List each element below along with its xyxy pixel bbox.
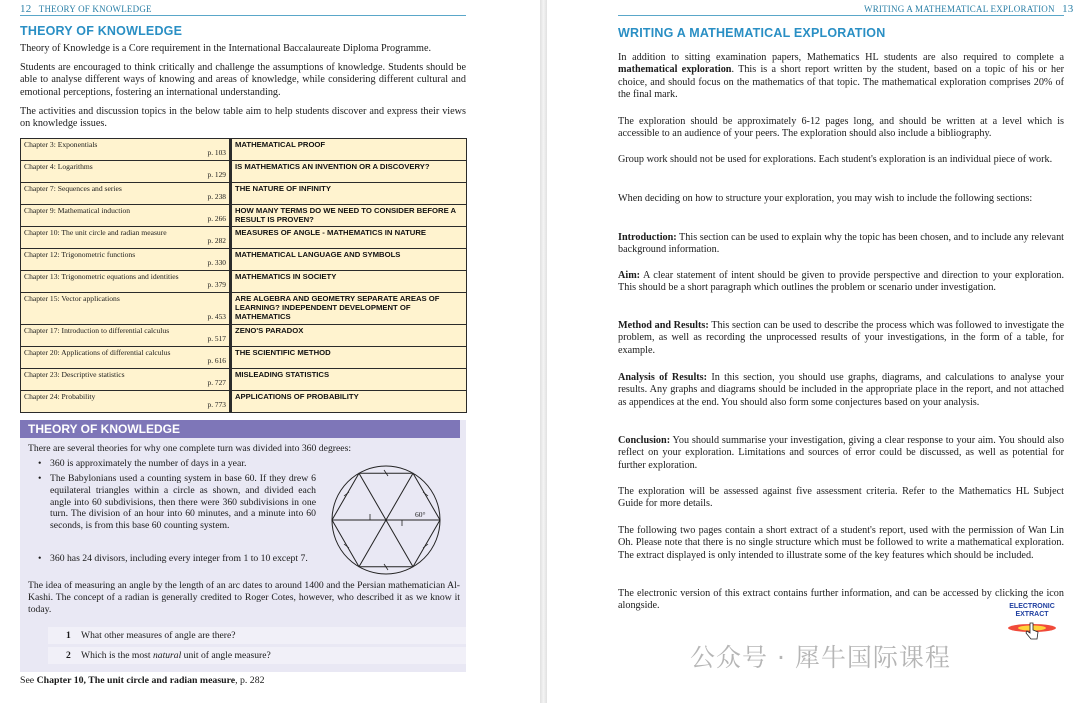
exploration-para-1 [618,52,1064,102]
table-row [21,293,467,325]
intro-paragraph-2: Students are encouraged to think critically and challenge the assumptions of knowledge. Students should be able to analyse different ways of knowing and areas of knowledge, while considering different cultural and emotional perceptions, fostering an international understanding. [20,62,466,98]
chapter-name: Chapter 23: Descriptive statistics [24,370,125,379]
tok-bullet-1: • 360 is approximately the number of days in a year. [38,458,247,469]
chapter-page: p. 103 [207,148,226,157]
section-aim [618,270,1064,295]
table-row [21,391,467,413]
page-gutter [540,0,547,703]
section-text: In this section, you should use graphs, diagrams, and calculations to analyse your results. Any graphs and diagrams should be included in the appropriate place in the report, and not attached as appendices at the end. You should also form some conjectures based on your analysis. [618,372,1064,408]
table-row [21,161,467,183]
tok-question-1 [48,627,466,644]
table-row [21,325,467,347]
chapter-cell [21,139,231,161]
section-text: You should summarise your investigation, giving a clear response to your aim. You should also reflect on your exploration. Limitations and sources of error could be discussed, as well as potential for further exploration. [618,435,1064,471]
section-label: Analysis of Results: [618,372,708,383]
exploration-para-3: Group work should not be used for explorations. Each student's exploration is an individual piece of work. [618,154,1053,165]
chapter-name: Chapter 13: Trigonometric equations and identities [24,272,179,281]
left-header-rule [20,15,466,16]
right-running-title: WRITING A MATHEMATICAL EXPLORATION [864,4,1055,14]
chapter-cell [21,293,231,325]
chapter-page: p. 129 [207,170,226,179]
watermark: 公众号 · 犀牛国际课程 [690,643,951,672]
right-page [547,0,1080,703]
chapter-name: Chapter 7: Sequences and series [24,184,122,193]
see-suffix: , p. 282 [235,675,265,686]
chapter-cell [21,227,231,249]
chapter-cell [21,347,231,369]
chapter-page: p. 266 [207,214,226,223]
intro-paragraph-3: The activities and discussion topics in the below table aim to help students discover and express their views on knowledge issues. [20,106,466,130]
question-text-pre: Which is the most [81,650,153,661]
chapter-page: p. 330 [207,258,226,267]
topic-cell: ZENO'S PARADOX [231,325,467,347]
electronic-extract-button[interactable] [1002,603,1062,644]
exploration-para-4: When deciding on how to structure your exploration, you may wish to include the following sections: [618,193,1033,204]
topic-cell: ARE ALGEBRA AND GEOMETRY SEPARATE AREAS OF LEARNING? INDEPENDENT DEVELOPMENT OF MATHEMATICS [231,293,467,325]
question-number: 2 [66,650,71,661]
table-row [21,139,467,161]
topic-cell: MATHEMATICAL PROOF [231,139,467,161]
left-page-number: 12 [20,3,32,15]
tok-bullet-2-text: The Babylonians used a counting system in base 60. If they drew 6 equilateral triangles within a circle as shown, and divided each angle into 60 subdivisions, then there were 360 subdivisions in one turn. The division of an hour into 60 minutes, and a minute into 60 seconds, is from this base 60 counting system. [50,473,316,532]
see-prefix: See [20,675,37,686]
section-method-results [618,320,1064,357]
chapter-cell [21,183,231,205]
angle-label: 60° [415,510,426,519]
section-text: This section can be used to describe the process which was followed to investigate the problem, as well as recording the unprocessed results of your investigations, in the form of a table, for example. [618,320,1064,356]
left-running-head [20,3,152,15]
tok-closing: The idea of measuring an angle by the length of an arc dates to around 1400 and the Persian mathematician Al-Kashi. The concept of a radian is generally credited to Roger Cotes, however, who described it as we know it today. [28,580,460,615]
chapter-name: Chapter 24: Probability [24,392,96,401]
table-row [21,369,467,391]
chapter-page: p. 282 [207,236,226,245]
right-page-number: 13 [1062,3,1074,15]
p1-pre: In addition to sitting examination papers, Mathematics HL students are also required to complete a [618,52,1064,63]
exploration-para-2: The exploration should be approximately 6-12 pages long, and should be written at a level which is accessible to an audience of your peers. The exploration should also include a bibliography. [618,116,1064,140]
question-text-post: unit of angle measure? [181,650,271,661]
exploration-para-6: The following two pages contain a short extract of a student's report, used with the permission of Wan Lin Oh. Please note that there is no single structure which must be followed to write a mathematical exploration. The extract displayed is only intended to illustrate some of the key features which should be included. [618,525,1064,561]
hand-pointer-icon[interactable] [1002,619,1062,641]
chapter-name: Chapter 20: Applications of differential calculus [24,348,171,357]
chapter-name: Chapter 10: The unit circle and radian measure [24,228,167,237]
chapter-cell [21,391,231,413]
chapter-name: Chapter 12: Trigonometric functions [24,250,136,259]
tok-bullet-3-text: 360 has 24 divisors, including every integer from 1 to 10 except 7. [50,553,308,564]
left-running-title: THEORY OF KNOWLEDGE [38,4,152,14]
tok-intro: There are several theories for why one complete turn was divided into 360 degrees: [28,443,352,454]
chapter-page: p. 517 [207,334,226,343]
exploration-para-5: The exploration will be assessed against five assessment criteria. Refer to the Mathematics HL Subject Guide for more details. [618,486,1064,510]
chapter-page: p. 616 [207,356,226,365]
electronic-label-1: ELECTRONIC [1009,603,1055,610]
section-text: A clear statement of intent should be given to provide perspective and direction to your exploration. This should be a short paragraph which outlines the problem or scenario under investigation. [618,270,1064,294]
section-analysis [618,372,1064,409]
table-row [21,205,467,227]
section-conclusion [618,435,1064,472]
chapter-cell [21,271,231,293]
chapter-cell [21,249,231,271]
chapter-page: p. 453 [207,312,226,321]
question-text: What other measures of angle are there? [81,630,236,641]
p1-post: . This is a short report written by the student, based on a topic of his or her choice, and should focus on the mathematics of that topic. The mathematical exploration comprises 20% of the final mark. [618,64,1064,101]
chapter-page: p. 379 [207,280,226,289]
chapter-page: p. 727 [207,378,226,387]
section-label: Method and Results: [618,320,709,331]
electronic-label-2: EXTRACT [1015,611,1049,618]
question-number: 1 [66,630,71,641]
tok-box [20,420,466,672]
tok-topics-table [20,138,467,413]
chapter-page: p. 773 [207,400,226,409]
tok-box-title: THEORY OF KNOWLEDGE [20,420,460,438]
see-also-line [20,675,265,686]
topic-cell: THE SCIENTIFIC METHOD [231,347,467,369]
topic-cell: APPLICATIONS OF PROBABILITY [231,391,467,413]
section-text: This section can be used to explain why the topic has been chosen, and to include any relevant background information. [618,232,1064,256]
topic-cell: IS MATHEMATICS AN INVENTION OR A DISCOVERY? [231,161,467,183]
chapter-name: Chapter 4: Logarithms [24,162,93,171]
intro-paragraph-1: Theory of Knowledge is a Core requirement in the International Baccalaureate Diploma Programme. [20,43,432,54]
chapter-cell [21,161,231,183]
tok-bullet-1-text: 360 is approximately the number of days in a year. [50,458,247,469]
chapter-page: p. 238 [207,192,226,201]
tok-question-2 [48,647,466,664]
chapter-name: Chapter 15: Vector applications [24,294,120,303]
chapter-name: Chapter 3: Exponentials [24,140,98,149]
section-label: Introduction: [618,232,677,243]
topic-cell: MISLEADING STATISTICS [231,369,467,391]
table-row [21,347,467,369]
topic-cell: MATHEMATICS IN SOCIETY [231,271,467,293]
table-row [21,183,467,205]
section-introduction [618,232,1064,257]
topic-cell: MEASURES OF ANGLE - MATHEMATICS IN NATURE [231,227,467,249]
topic-cell: THE NATURE OF INFINITY [231,183,467,205]
chapter-cell [21,205,231,227]
section-label: Aim: [618,270,641,281]
right-header-rule [618,15,1064,16]
tok-bullet-2: • The Babylonians used a counting system in base 60. If they drew 6 equilateral triangles within a circle as shown, and divided each angle into 60 subdivisions, then there were 360 subdivisions in one turn. The division of an hour into 60 minutes, and a minute into 60 seconds, is from this base 60 counting system. [38,473,316,532]
p1-bold: mathematical exploration [618,64,732,76]
table-row [21,249,467,271]
right-running-head [864,3,1073,15]
topic-cell: MATHEMATICAL LANGUAGE AND SYMBOLS [231,249,467,271]
table-row [21,271,467,293]
exploration-para-7: The electronic version of this extract contains further information, and can be accessed by clicking the icon alongside. [618,588,1064,612]
left-heading: THEORY OF KNOWLEDGE [20,24,183,38]
chapter-cell [21,369,231,391]
table-row [21,227,467,249]
chapter-name: Chapter 17: Introduction to differential calculus [24,326,170,335]
hexagon-circle-diagram [322,462,450,578]
right-heading: WRITING A MATHEMATICAL EXPLORATION [618,26,886,40]
chapter-name: Chapter 9: Mathematical induction [24,206,131,215]
tok-bullet-3: • 360 has 24 divisors, including every integer from 1 to 10 except 7. [38,553,308,564]
section-label: Conclusion: [618,435,671,446]
question-text-em: natural [152,650,182,661]
chapter-cell [21,325,231,347]
see-chapter: Chapter 10, The unit circle and radian measure [36,675,236,686]
topic-cell: HOW MANY TERMS DO WE NEED TO CONSIDER BEFORE A RESULT IS PROVEN? [231,205,467,227]
